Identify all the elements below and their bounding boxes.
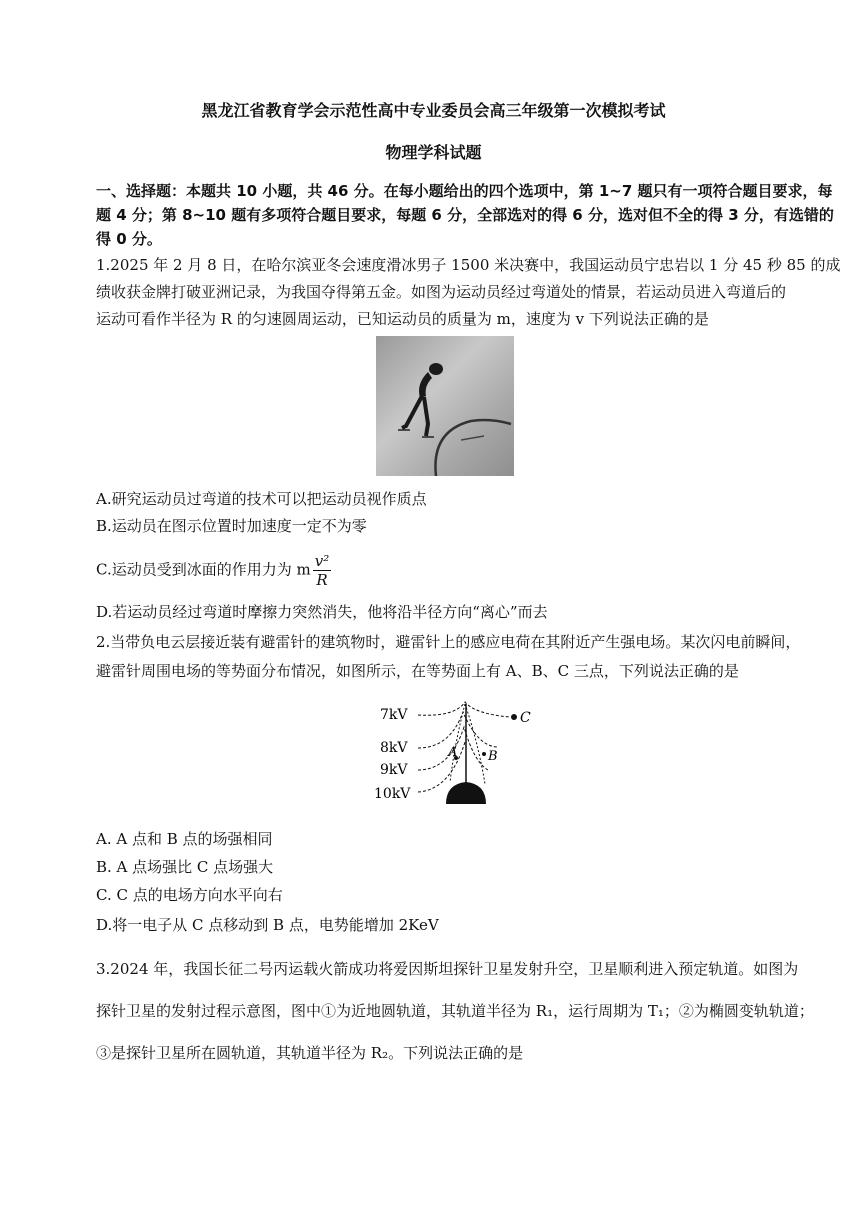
potential-label-7kv: 7kV: [380, 707, 408, 723]
q2-option-a: A. A 点和 B 点的场强相同: [96, 830, 273, 848]
point-a-label: A: [448, 745, 458, 760]
q2-option-b: B. A 点场强比 C 点场强大: [96, 858, 274, 876]
q1-option-c: [96, 552, 771, 589]
q1-option-a: A.研究运动员过弯道的技术可以把运动员视作质点: [96, 490, 427, 508]
q1-option-c-text: C.运动员受到冰面的作用力为 m: [96, 560, 311, 579]
q2-stem-line1: 2.当带负电云层接近装有避雷针的建筑物时，避雷针上的感应电荷在其附近产生强电场。某次闪电前瞬间，: [96, 633, 801, 651]
q3-stem-line3: ③是探针卫星所在圆轨道，其轨道半径为 R₂。下列说法正确的是: [96, 1044, 524, 1062]
point-c-label: C: [520, 710, 531, 726]
fraction-denominator: R: [316, 571, 328, 589]
potential-label-8kv: 8kV: [380, 740, 408, 756]
q1-stem-line3: 运动可看作半径为 R 的匀速圆周运动，已知运动员的质量为 m，速度为 v 下列说法正确的是: [96, 310, 709, 328]
q1-option-c-fraction: [313, 552, 332, 589]
q3-stem-line2: 探针卫星的发射过程示意图，图中①为近地圆轨道，其轨道半径为 R₁，运行周期为 T₁；②为椭圆变轨轨道；: [96, 1002, 814, 1020]
potential-label-10kv: 10kV: [374, 786, 411, 802]
section-heading: 一、选择题：本题共 10 小题，共 46 分。在每小题给出的四个选项中，第 1~7 题只有一项符合题目要求，每: [96, 182, 833, 200]
q3-stem-line1: 3.2024 年，我国长征二号丙运载火箭成功将爱因斯坦探针卫星发射升空，卫星顺利进入预定轨道。如图为: [96, 960, 799, 978]
equipotential-diagram: [370, 692, 540, 808]
q2-option-c: C. C 点的电场方向水平向右: [96, 886, 283, 904]
speed-skater-photo: [376, 336, 514, 476]
point-b-label: B: [488, 749, 498, 764]
q1-stem-line1: 1.2025 年 2 月 8 日，在哈尔滨亚冬会速度滑冰男子 1500 米决赛中，我国运动员宁忠岩以 1 分 45 秒 85 的成: [96, 256, 841, 274]
exam-subtitle: 物理学科试题: [385, 143, 482, 162]
q1-option-d: D.若运动员经过弯道时摩擦力突然消失，他将沿半径方向“离心”而去: [96, 603, 548, 621]
exam-title: 黑龙江省教育学会示范性高中专业委员会高三年级第一次模拟考试: [201, 101, 666, 120]
section-heading-line3: 得 0 分。: [96, 230, 162, 248]
q1-option-b: B.运动员在图示位置时加速度一定不为零: [96, 517, 367, 535]
speed-skater-icon: [376, 336, 514, 476]
q2-option-d: D.将一电子从 C 点移动到 B 点，电势能增加 2KeV: [96, 916, 439, 934]
equipotential-svg: [370, 692, 540, 808]
section-heading-line2: 题 4 分；第 8~10 题有多项符合题目要求，每题 6 分，全部选对的得 6 分，选对但不全的得 3 分，有选错的: [96, 206, 834, 224]
q1-stem-line2: 绩收获金牌打破亚洲记录，为我国夺得第五金。如图为运动员经过弯道处的情景，若运动员进入弯道后的: [96, 283, 787, 301]
q2-stem-line2: 避雷针周围电场的等势面分布情况，如图所示，在等势面上有 A、B、C 三点，下列说法正确的是: [96, 662, 739, 680]
potential-label-9kv: 9kV: [380, 762, 408, 778]
fraction-numerator: v²: [314, 552, 330, 570]
